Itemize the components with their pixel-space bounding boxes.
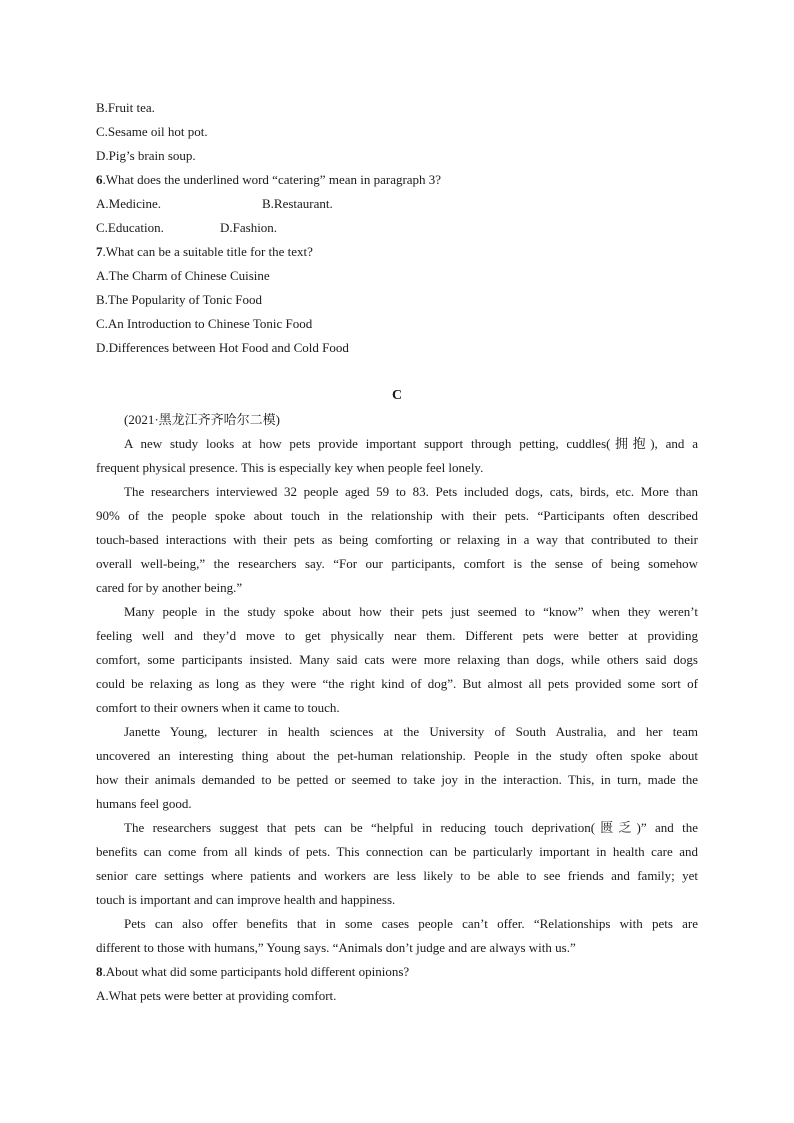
q7-option-d: D.Differences between Hot Food and Cold Food [96, 340, 349, 355]
passage-line: different to those with humans,” Young says. “Animals don’t judge and are always with us.” [96, 940, 576, 955]
passage-line: comfort, some participants insisted. Many said cats were more relaxing than dogs, while others said dogs [96, 652, 698, 667]
question-6-number: 6 [96, 172, 103, 187]
passage-line: uncovered an interesting thing about the pet-human relationship. People in the study often spoke about [96, 748, 698, 763]
passage-line: could be relaxing as long as they were “the right kind of dog”. But almost all pets provided some sort of [96, 676, 698, 691]
passage-line: feeling well and they’d move to get physically near them. Different pets were better at providing [96, 628, 698, 643]
q6-option-c: C.Education. [96, 220, 164, 235]
question-7 [96, 240, 698, 264]
question-6 [96, 168, 698, 192]
question-8 [96, 960, 698, 984]
question-6-options-row-2 [96, 216, 698, 240]
q7-option-a: A.The Charm of Chinese Cuisine [96, 268, 270, 283]
passage-line: Pets can also offer benefits that in some cases people can’t offer. “Relationships with pets are [124, 916, 698, 931]
passage-line: The researchers interviewed 32 people aged 59 to 83. Pets included dogs, cats, birds, etc. More than [124, 484, 698, 499]
q7-option-c: C.An Introduction to Chinese Tonic Food [96, 316, 313, 331]
q7-option-b: B.The Popularity of Tonic Food [96, 292, 263, 307]
passage-line: Many people in the study spoke about how their pets just seemed to “know” when they weren’t [124, 604, 698, 619]
question-6-stem: .What does the underlined word “catering” mean in paragraph 3? [102, 172, 442, 187]
question-8-stem: .About what did some participants hold different opinions? [102, 964, 410, 979]
passage-line: overall well-being,” the researchers say. “For our participants, comfort is the sense of being somehow [96, 556, 698, 571]
question-8-number: 8 [96, 964, 103, 979]
passage-line: 90% of the people spoke about touch in the relationship with their pets. “Participants often described [96, 508, 698, 523]
q5-option-d: D.Pig’s brain soup. [96, 148, 196, 163]
passage-line: how their animals demanded to be petted or seemed to take joy in the interaction. This, in turn, made the [96, 772, 698, 787]
passage-line: Janette Young, lecturer in health sciences at the University of South Australia, and her team [124, 724, 698, 739]
passage-line: benefits can come from all kinds of pets. This connection can be particularly important in health care and [96, 844, 698, 859]
passage-line: touch is important and can improve health and happiness. [96, 892, 396, 907]
question-7-number: 7 [96, 244, 103, 259]
q6-option-b: B.Restaurant. [262, 196, 333, 211]
passage-line: touch-based interactions with their pets as being comforting or relaxing in a way that contributed to their [96, 532, 698, 547]
q6-option-d: D.Fashion. [220, 220, 278, 235]
passage-line: frequent physical presence. This is especially key when people feel lonely. [96, 460, 484, 475]
question-7-stem: .What can be a suitable title for the text? [102, 244, 313, 259]
passage-line: senior care settings where patients and workers are less likely to be able to see friends and family; yet [96, 868, 698, 883]
passage-line: humans feel good. [96, 796, 192, 811]
section-heading: C [391, 388, 403, 403]
question-6-options-row-1 [96, 192, 698, 216]
passage-line: The researchers suggest that pets can be “helpful in reducing touch deprivation(匮乏)” and the [124, 820, 698, 835]
passage-line: A new study looks at how pets provide important support through petting, cuddles(拥抱), and a [124, 436, 698, 451]
passage-line: comfort to their owners when it came to touch. [96, 700, 340, 715]
passage-line: cared for by another being.” [96, 580, 243, 595]
passage-source: (2021·黑龙江齐齐哈尔二模) [124, 412, 280, 427]
q8-option-a: A.What pets were better at providing comfort. [96, 988, 337, 1003]
q5-option-b: B.Fruit tea. [96, 100, 155, 115]
q5-option-c: C.Sesame oil hot pot. [96, 124, 208, 139]
q6-option-a: A.Medicine. [96, 196, 161, 211]
